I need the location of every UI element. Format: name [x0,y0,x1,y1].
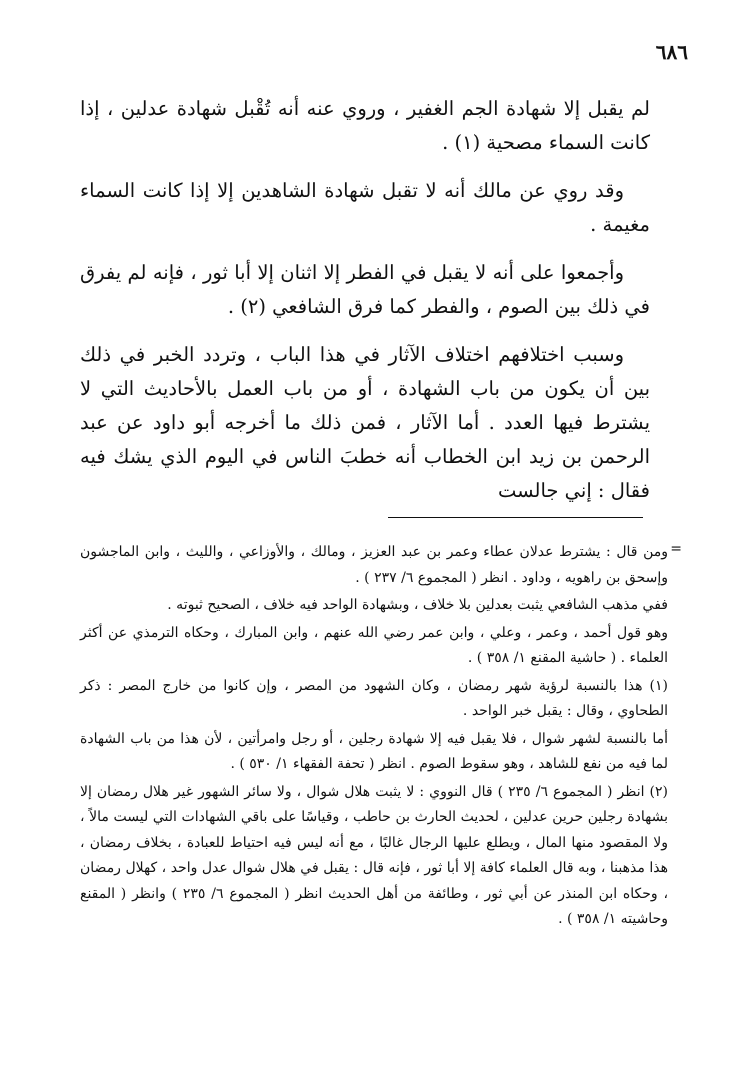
footnote: أما بالنسبة لشهر شوال ، فلا يقبل فيه إلا شهادة رجلين ، أو رجل وامرأتين ، لأن هذا من باب الشهادة لما فيه من نفع للشاهد ، وهو سقوط الصوم . انظر ( تحفة الفقهاء ١/ ٥٣٠ ) . [80,730,668,772]
footnote: ففي مذهب الشافعي يثبت بعدلين بلا خلاف ، وبشهادة الواحد فيه خلاف ، الصحيح ثبوته . [167,597,668,613]
footnote-separator [388,517,643,518]
paragraph: وسبب اختلافهم اختلاف الآثار في هذا الباب ، وتردد الخبر في ذلك بين أن يكون من باب الشهادة ، أو من باب العمل بالأحاديث التي لا يشترط فيها العدد . أما الآثار ، فمن ذلك ما أخرجه أبو داود عن عبد الرحمن بن زيد ابن الخطاب أنه خطبَ الناس في اليوم الذي يشك فيه فقال : إني جالست [80,343,650,502]
footnote: وهو قول أحمد ، وعمر ، وعلي ، وابن عمر رضي الله عنهم ، وابن المبارك ، وحكاه الترمذي عن أكثر العلماء . ( حاشية المقنع ١/ ٣٥٨ ) . [80,624,668,666]
footnote: ومن قال : يشترط عدلان عطاء وعمر بن عبد العزيز ، ومالك ، والأوزاعي ، والليث ، وابن الماجشون وإسحق بن راهويه ، وداود . انظر ( المجموع ٦/ ٢٣٧ ) . [80,544,668,586]
paragraph: وقد روي عن مالك أنه لا تقبل شهادة الشاهدين إلا إذا كانت السماء مغيمة . [80,179,650,236]
footnotes [80,540,668,935]
footnote: (٢) انظر ( المجموع ٦/ ٢٣٥ ) قال النووي : لا يثبت هلال شوال ، ولا سائر الشهور غير هلال رمضان إلا بشهادة رجلين حرين عدلين ، لحديث الحارث بن حاطب ، وقياسًا على باقي الشهادات التي ليست مالاً ، ولا المقصود منها المال ، ويطلع عليها الرجال غالبًا ، مع أنه ليس فيه احتياط للعبادة ، بخلاف رمضان ، هذا مذهبنا ، وبه قال العلماء كافة إلا أبا ثور ، فإنه قال : يقبل في هلال شوال عدل واحد ، كهلال رمضان ، وحكاه ابن المنذر عن أبي ثور ، وطائفة من أهل الحديث انظر ( المجموع ٦/ ٢٣٥ ) وانظر ( المقنع وحاشيته ١/ ٣٥٨ ) . [80,783,668,927]
main-body-text [80,92,650,522]
paragraph: وأجمعوا على أنه لا يقبل في الفطر إلا اثنان إلا أبا ثور ، فإنه لم يفرق في ذلك بين الصوم ، والفطر كما فرق الشافعي (٢) . [80,261,650,318]
footnote-continuation-marker: = [670,541,682,557]
paragraph: لم يقبل إلا شهادة الجم الغفير ، وروي عنه أنه تُقْبل شهادة عدلين ، إذا كانت السماء مصحية (١) . [80,97,650,154]
footnote: (١) هذا بالنسبة لرؤية شهر رمضان ، وكان الشهود من المصر ، وإن كانوا من خارج المصر : ذكر الطحاوي ، وقال : يقبل خبر الواحد . [80,677,668,719]
page-number: ٦٨٦ [655,40,688,64]
